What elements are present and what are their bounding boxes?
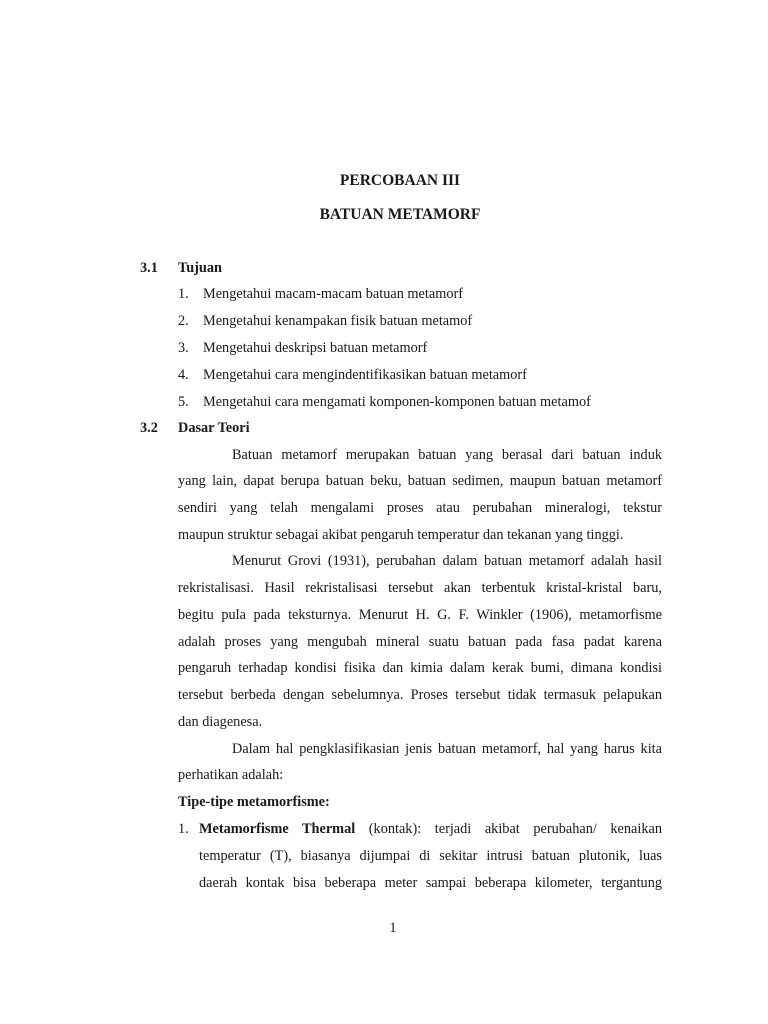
list-item (178, 313, 472, 330)
paragraph-line: Dalam hal pengklasifikasian jenis batuan metamorf, hal yang harus kita (232, 741, 662, 757)
type-term: Metamorfisme Thermal (199, 821, 356, 837)
paragraph-line: tersebut berbeda dengan sebelumnya. Proses tersebut tidak termasuk pelapukan (178, 687, 662, 703)
paragraph-line: perhatikan adalah: (178, 767, 284, 783)
list-item (178, 394, 591, 411)
list-item-number: 5. (178, 394, 189, 410)
list-item-text: Mengetahui deskripsi batuan metamorf (203, 340, 428, 356)
type-list-number: 1. (178, 821, 189, 837)
paragraph-line: begitu pula pada teksturnya. Menurut H. G. F. Winkler (1906), metamorfisme (178, 607, 662, 623)
list-item-number: 1. (178, 286, 189, 302)
list-item (178, 340, 427, 357)
list-item-text: Mengetahui cara mengamati komponen-komponen batuan metamof (203, 394, 591, 410)
paragraph-line: dan diagenesa. (178, 714, 263, 730)
paragraph-line: maupun struktur sebagai akibat pengaruh temperatur dan tekanan yang tinggi. (178, 527, 624, 543)
type-line: daerah kontak bisa beberapa meter sampai beberapa kilometer, tergantung (199, 875, 662, 891)
list-item-text: Mengetahui macam-macam batuan metamorf (203, 286, 464, 302)
paragraph-line: sendiri yang telah mengalami proses atau perubahan mineralogi, tekstur (178, 500, 662, 516)
list-item-number: 3. (178, 340, 189, 356)
list-item (178, 367, 527, 384)
list-item-text: Mengetahui cara mengindentifikasikan batuan metamorf (203, 367, 527, 383)
paragraph-line: pengaruh terhadap kondisi fisika dan kimia dalam kerak bumi, dimana kondisi (178, 660, 662, 676)
list-item (178, 286, 463, 303)
section-title: Tujuan (178, 260, 222, 276)
type-line: temperatur (T), biasanya dijumpai di sekitar intrusi batuan plutonik, luas (199, 848, 662, 864)
paragraph-line: Menurut Grovi (1931), perubahan dalam batuan metamorf adalah hasil (232, 553, 662, 569)
paragraph-line: Batuan metamorf merupakan batuan yang berasal dari batuan induk (232, 447, 662, 463)
paragraph-line: adalah proses yang mengubah mineral suatu batuan pada fasa padat karena (178, 634, 662, 650)
type-description: (kontak): terjadi akibat perubahan/ kenaikan (355, 821, 662, 837)
page-subtitle: BATUAN METAMORF (319, 206, 481, 223)
section-number: 3.1 (140, 260, 158, 276)
paragraph-line: yang lain, dapat berupa batuan beku, batuan sedimen, maupun batuan metamorf (178, 473, 662, 489)
types-heading: Tipe-tipe metamorfisme: (178, 794, 330, 810)
type-line (199, 821, 662, 838)
page-title: PERCOBAAN III (339, 172, 461, 189)
list-item-number: 2. (178, 313, 189, 329)
section-title: Dasar Teori (178, 420, 250, 436)
paragraph-line: rekristalisasi. Hasil rekristalisasi tersebut akan terbentuk kristal-kristal baru, (178, 580, 662, 596)
section-number: 3.2 (140, 420, 158, 436)
list-item-text: Mengetahui kenampakan fisik batuan metamof (203, 313, 473, 329)
page-number: 1 (389, 920, 397, 936)
list-item-number: 4. (178, 367, 189, 383)
